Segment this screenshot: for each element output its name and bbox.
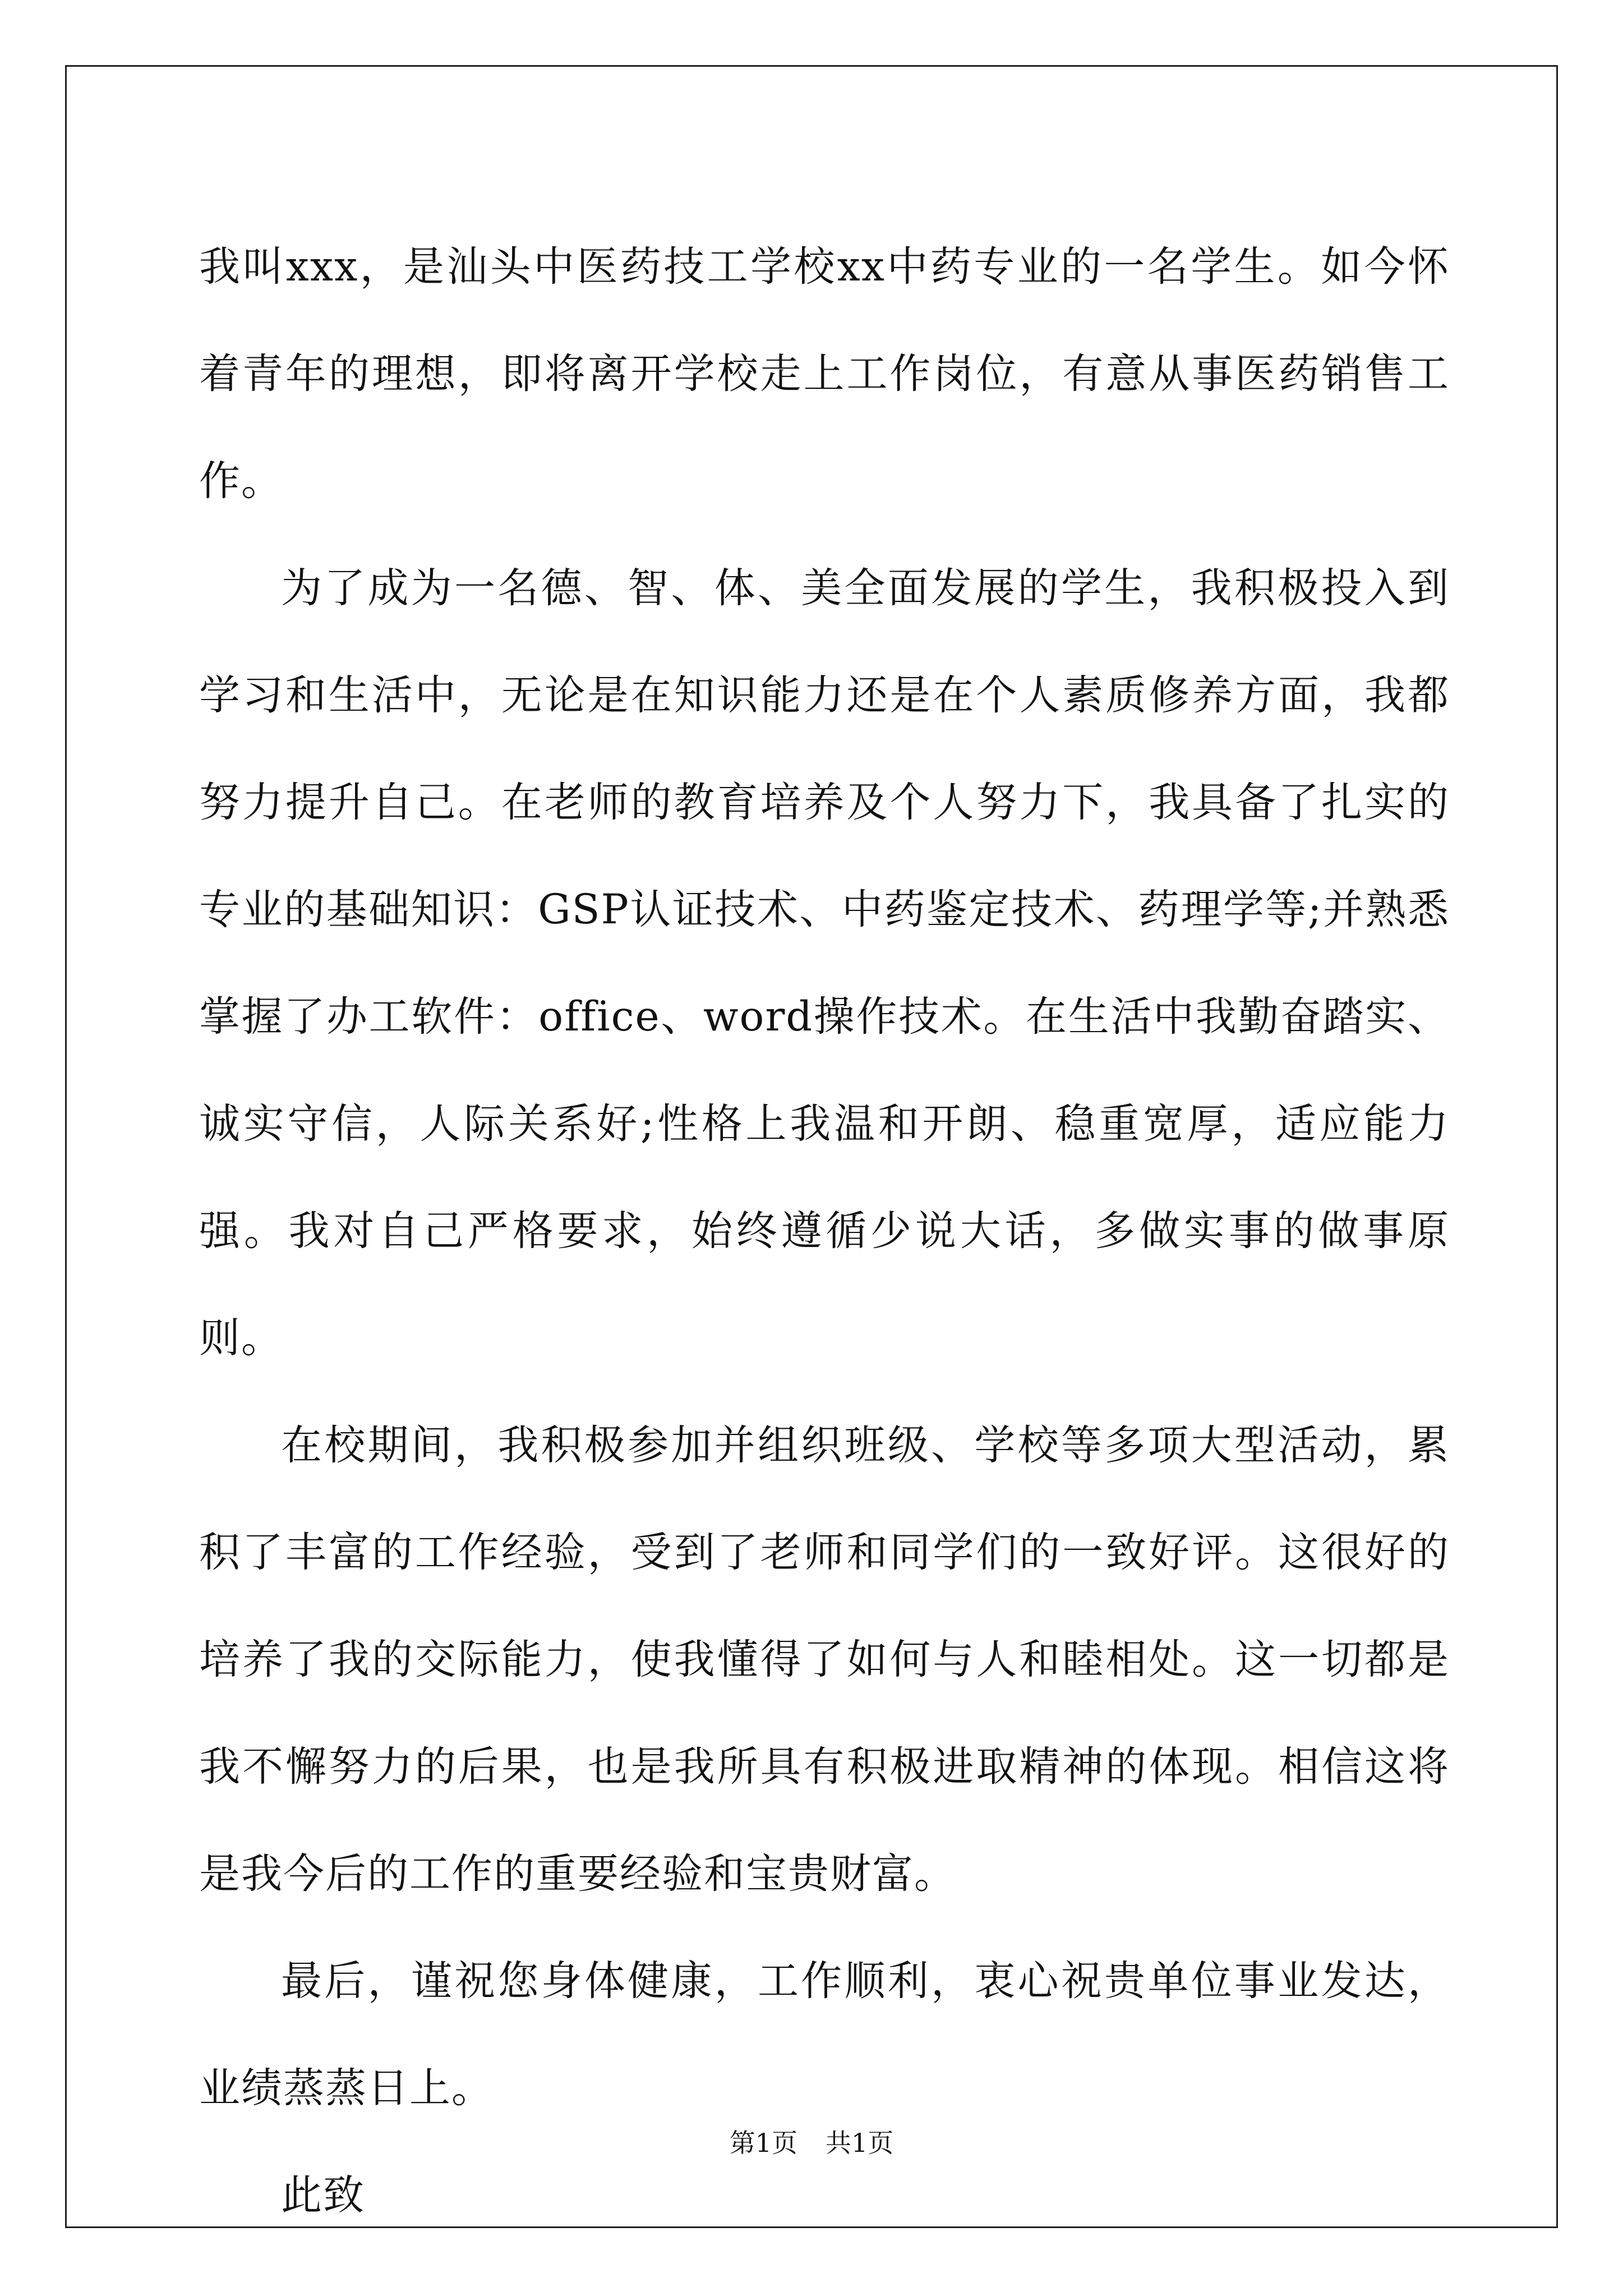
document-body bbox=[199, 213, 1450, 2249]
page-number: 第1页 bbox=[729, 2128, 797, 2158]
paragraph-experience: 在校期间，我积极参加并组织班级、学校等多项大型活动，累积了丰富的工作经验，受到了老师和同学们的一致好评。这很好的培养了我的交际能力，使我懂得了如何与人和睦相处。这一切都是我不懈努力的后果，也是我所具有积极进取精神的体现。相信这将是我今后的工作的重要经验和宝贵财富。 bbox=[199, 1421, 1450, 1898]
paragraph-intro: 我叫xxx，是汕头中医药技工学校xx中药专业的一名学生。如今怀着青年的理想，即将离开学校走上工作岗位，有意从事医药销售工作。 bbox=[199, 243, 1450, 505]
page-footer bbox=[0, 2126, 1623, 2160]
paragraph-closing-wishes: 最后，谨祝您身体健康，工作顺利，衷心祝贵单位事业发达，业绩蒸蒸日上。 bbox=[199, 1957, 1450, 2112]
page-total: 共1页 bbox=[826, 2128, 894, 2158]
paragraph-salutation: 此致 bbox=[281, 2171, 365, 2219]
paragraph-skills: 为了成为一名德、智、体、美全面发展的学生，我积极投入到学习和生活中，无论是在知识能力还是在个人素质修养方面，我都努力提升自己。在老师的教育培养及个人努力下，我具备了扎实的专业的基础知识：GSP认证技术、中药鉴定技术、药理学等;并熟悉掌握了办工软件：office、word操作技术。在生活中我勤奋踏实、诚实守信，人际关系好;性格上我温和开朗、稳重宽厚，适应能力强。我对自己严格要求，始终遵循少说大话，多做实事的做事原则。 bbox=[199, 564, 1450, 1362]
